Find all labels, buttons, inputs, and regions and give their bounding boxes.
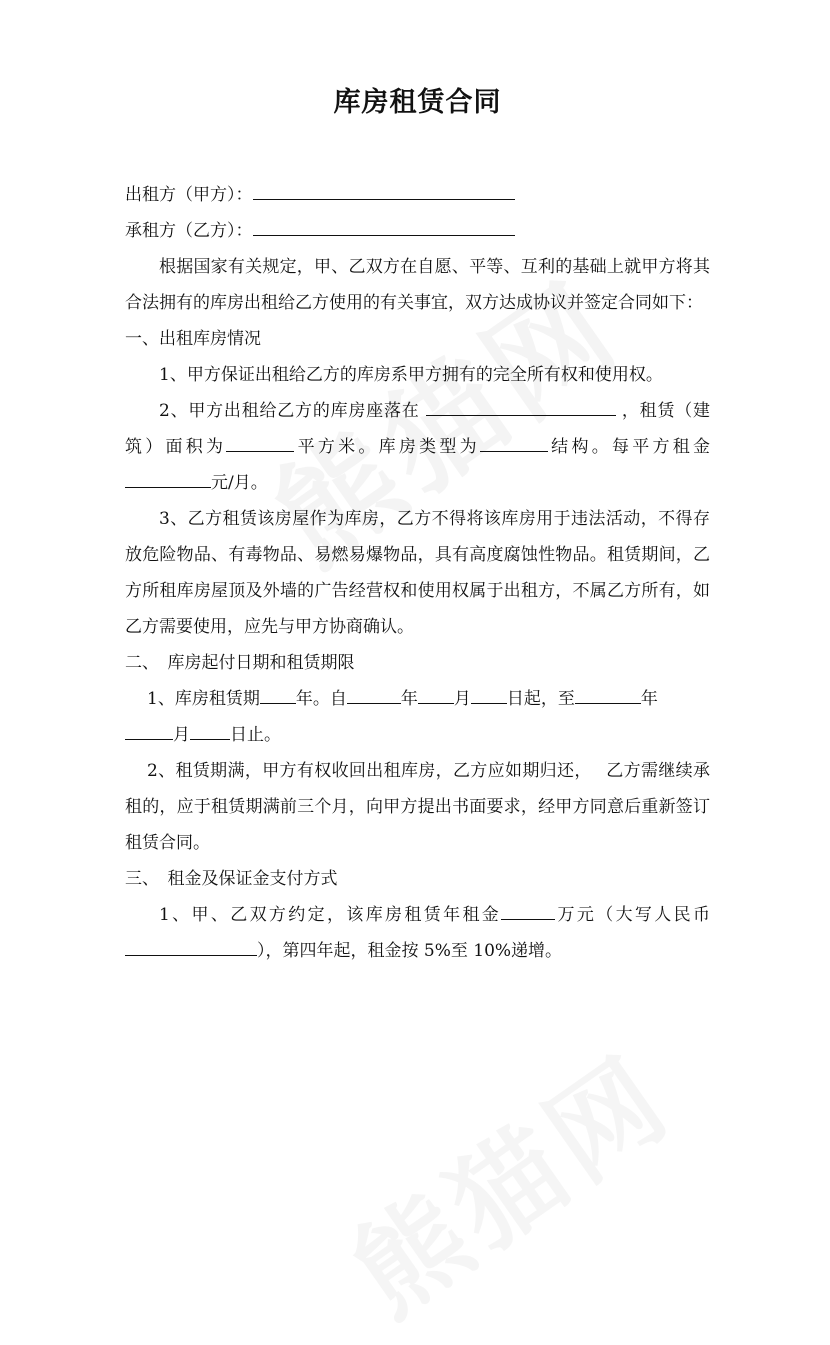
party-a-line — [125, 177, 710, 213]
clause-text: 1、甲、乙双方约定，该库房租赁年租金 — [159, 905, 502, 925]
area-blank[interactable] — [226, 429, 294, 452]
end-day-blank[interactable] — [190, 717, 230, 740]
party-b-blank[interactable] — [253, 213, 515, 236]
section-2-clause-1 — [125, 681, 710, 753]
section-3-clause-1 — [125, 897, 710, 969]
page-title: 库房租赁合同 — [333, 87, 502, 118]
clause-text: 1、库房租赁期 — [147, 689, 260, 709]
clause-text: 日起，至 — [506, 689, 575, 709]
end-month-blank[interactable] — [125, 717, 173, 740]
start-year-blank[interactable] — [347, 681, 401, 704]
party-a-label: 出租方（甲方）： — [125, 185, 253, 205]
party-b-label: 承租方（乙方）： — [125, 221, 253, 241]
location-blank[interactable] — [426, 393, 616, 416]
section-1-clause-1: 1、甲方保证出租给乙方的库房系甲方拥有的完全所有权和使用权。 — [159, 365, 663, 385]
section-2-clause-2: 2、租赁期满，甲方有权收回出租库房，乙方应如期归还， 乙方需继续承租的，应于租赁期满前三个月，向甲方提出书面要求，经甲方同意后重新签订租赁合同。 — [125, 761, 710, 853]
clause-text: 月 — [453, 689, 471, 709]
clause-text: ），第四年起，租金按 5%至 10%递增。 — [257, 941, 563, 961]
annual-rent-blank[interactable] — [501, 897, 555, 920]
intro-paragraph: 根据国家有关规定，甲、乙双方在自愿、平等、互利的基础上就甲方将其合法拥有的库房出租给乙方使用的有关事宜，双方达成协议并签定合同如下： — [125, 257, 710, 313]
section-1-clause-2 — [125, 393, 710, 501]
clause-text: 平方米。库房类型为 — [294, 437, 480, 457]
section-1-clause-3: 3、乙方租赁该房屋作为库房，乙方不得将该库房用于违法活动，不得存放危险物品、有毒物品、易燃易爆物品，具有高度腐蚀性物品。租赁期间，乙方所租库房屋顶及外墙的广告经营权和使用权属于出租方，不属乙方所有，如乙方需要使用，应先与甲方协商确认。 — [125, 509, 710, 637]
end-year-blank[interactable] — [575, 681, 641, 704]
watermark-bottom — [317, 1013, 698, 1345]
section-1-heading: 一、出租库房情况 — [125, 329, 261, 349]
clause-text: 元/月。 — [211, 473, 268, 493]
section-2-heading: 二、 库房起付日期和租赁期限 — [125, 653, 355, 673]
clause-text: ，租赁（建筑）面积为 — [125, 401, 711, 457]
clause-text: 日止。 — [230, 725, 281, 745]
term-years-blank[interactable] — [260, 681, 296, 704]
section-3-heading: 三、 租金及保证金支付方式 — [125, 869, 338, 889]
contract-page — [125, 80, 710, 969]
start-month-blank[interactable] — [418, 681, 454, 704]
clause-text: 2、甲方出租给乙方的库房座落在 — [159, 401, 420, 421]
clause-text: 年 — [640, 689, 658, 709]
clause-text: 月 — [173, 725, 190, 745]
clause-text: 万元（大写人民币 — [555, 905, 710, 925]
start-day-blank[interactable] — [471, 681, 507, 704]
structure-blank[interactable] — [480, 429, 548, 452]
clause-text: 年。自 — [295, 689, 347, 709]
clause-text: 结构。每平方租金 — [547, 437, 711, 457]
rent-blank[interactable] — [125, 465, 211, 488]
rent-in-words-blank[interactable] — [125, 933, 257, 956]
party-a-blank[interactable] — [253, 177, 515, 200]
party-b-line — [125, 213, 710, 249]
clause-text: 年 — [400, 689, 418, 709]
